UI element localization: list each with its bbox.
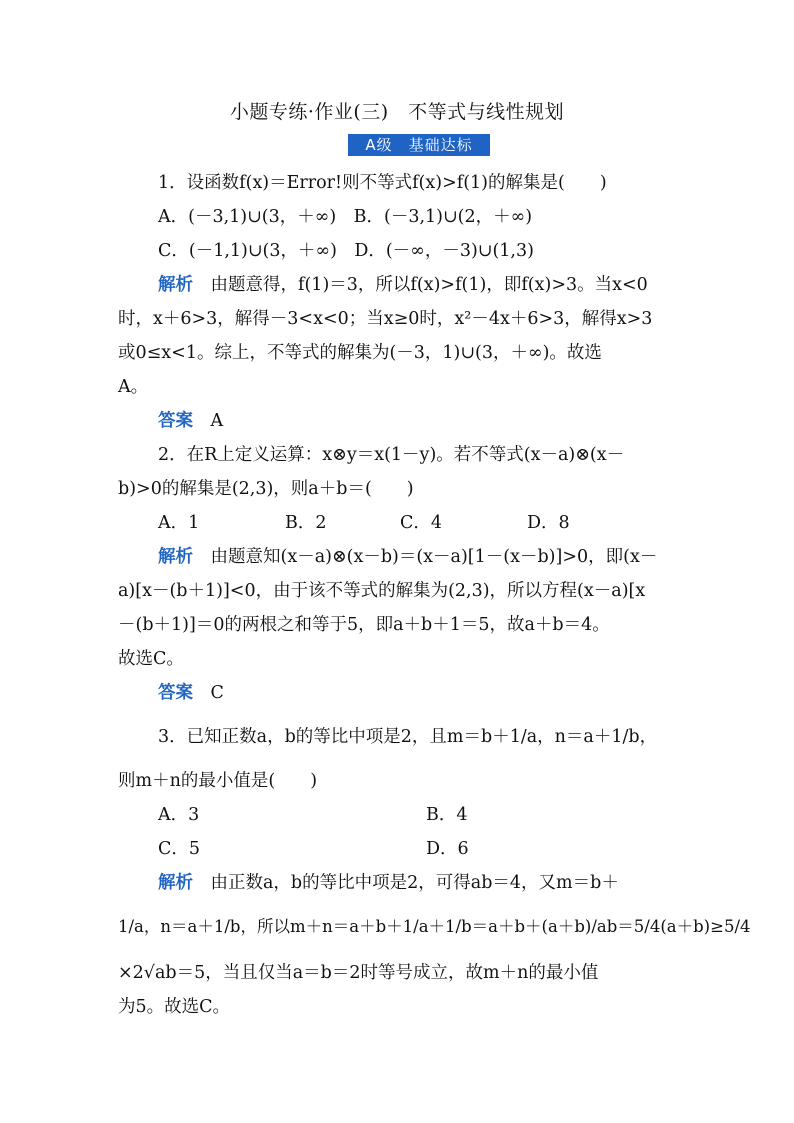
q1-answer: A [210,411,224,431]
q3-stem-1: 3．已知正数a，b的等比中项是2，且m＝b＋1/a，n＝a＋1/b， [158,727,658,747]
analysis-label: 解析 [158,873,193,893]
q1-analysis-text-4: A。 [118,377,149,397]
q2-answer-line [158,676,718,710]
analysis-label: 解析 [158,547,193,567]
q3-option-a: A．3 [158,805,200,825]
q3-option-b: B．4 [426,805,468,825]
q3-analysis-text-3: ×2√ab＝5，当且仅当a＝b＝2时等号成立，故m＋n的最小值 [118,963,599,983]
q1-answer-line [158,404,718,438]
q2-analysis-text-1: 由题意知(x－a)⊗(x－b)＝(x－a)[1－(x－b)]>0，即(x－ [210,547,658,567]
q2-analysis-text-2: a)[x－(b＋1)]<0，由于该不等式的解集为(2,3)，所以方程(x－a)[x [118,581,646,601]
analysis-label: 解析 [158,275,193,295]
q1-stem: 1．设函数f(x)＝Error!则不等式f(x)>f(1)的解集是( ) [158,173,607,193]
q1-analysis-text-2: 时，x＋6>3，解得－3<x<0；当x≥0时，x²－4x＋6>3，解得x>3 [118,309,653,329]
q3-analysis-text-1: 由正数a，b的等比中项是2，可得ab＝4，又m＝b＋ [210,873,619,893]
answer-label: 答案 [158,411,193,431]
q2-option-b: B．2 [285,513,327,533]
q1-options-ab: A．(－3,1)∪(3，＋∞) B．(－3,1)∪(2，＋∞) [158,207,533,227]
q3-options-ab [158,798,718,832]
q2-option-a: A．1 [158,513,200,533]
q1-analysis-text-3: 或0≤x<1。综上，不等式的解集为(－3，1)∪(3，＋∞)。故选 [118,343,602,363]
q1-analysis-line [158,268,718,302]
q1-options-cd: C．(－1,1)∪(3，＋∞) D．(－∞，－3)∪(1,3) [158,241,534,261]
level-badge: A级 基础达标 [348,134,490,156]
answer-label: 答案 [158,683,193,703]
q2-answer: C [210,683,224,703]
q3-analysis-text-4: 为5。故选C。 [118,997,231,1017]
q1-analysis-text-1: 由题意得，f(1)＝3，所以f(x)>f(1)，即f(x)>3。当x<0 [210,275,648,295]
q2-options [158,506,718,540]
q2-stem-2: b)>0的解集是(2,3)，则a＋b＝( ) [118,479,414,499]
q2-stem-1: 2．在R上定义运算：x⊗y＝x(1－y)。若不等式(x－a)⊗(x－ [158,445,625,465]
q3-option-d: D．6 [426,839,469,859]
q3-analysis-line [158,866,718,900]
q3-analysis-text-2: 1/a，n＝a＋1/b，所以m＋n＝a＋b＋1/a＋1/b＝a＋b＋(a＋b)/ab＝5/4(a＋b)≥5/4 [118,917,751,936]
q3-options-cd [158,832,718,866]
q2-analysis-line [158,540,718,574]
page-title: 小题专练·作业(三) 不等式与线性规划 [229,101,565,123]
q2-option-c: C．4 [400,513,443,533]
q2-analysis-text-3: －(b＋1)]＝0的两根之和等于5，即a＋b＋1＝5，故a＋b＝4。 [118,615,610,635]
q3-stem-2: 则m＋n的最小值是( ) [118,771,318,791]
q2-option-d: D．8 [527,513,570,533]
q3-option-c: C．5 [158,839,201,859]
q2-analysis-text-4: 故选C。 [118,649,184,669]
